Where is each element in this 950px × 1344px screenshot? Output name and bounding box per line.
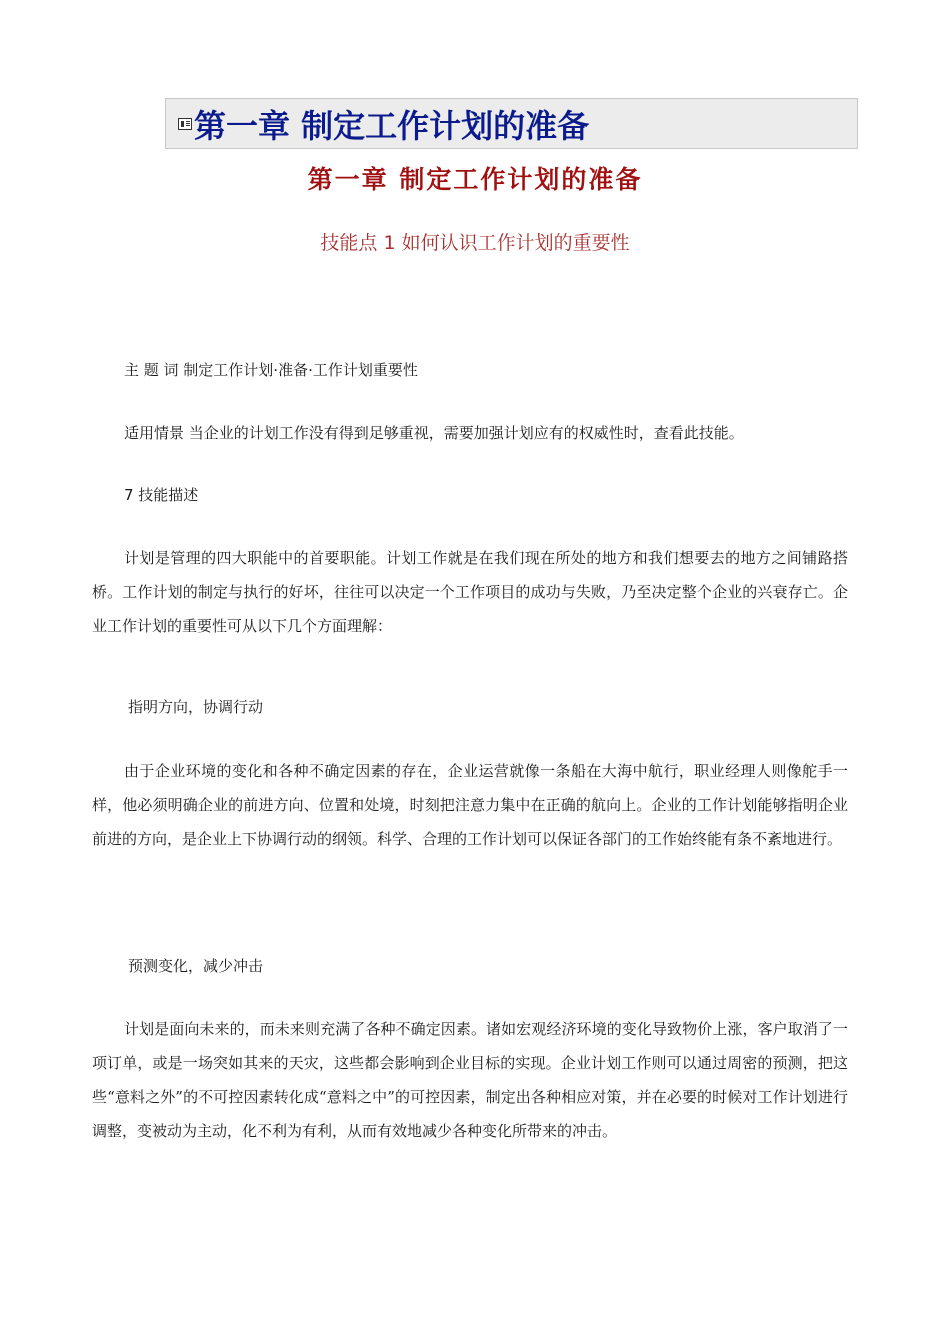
chapter-banner [165,98,858,149]
chapter-title: 第一章 制定工作计划的准备 [194,106,590,145]
scenario-line: 适用情景 当企业的计划工作没有得到足够重视，需要加强计划应有的权威性时，查看此技能。 [124,424,744,442]
section-heading-forecast: 预测变化，减少冲击 [128,957,264,975]
forecast-paragraph: 计划是面向未来的，而未来则充满了各种不确定因素。诸如宏观经济环境的变化导致物价上涨，客户取消了一项订单，或是一场突如其来的天灾，这些都会影响到企业目标的实现。企业计划工作则可以通过周密的预测，把这些“意料之外”的不可控因素转化成“意料之中”的可控因素，制定出各种相应对策，并在必要的时候对工作计划进行调整，变被动为主动，化不利为有利，从而有效地减少各种变化所带来的冲击。 [92,1020,848,1140]
section-heading-direction: 指明方向，协调行动 [128,698,264,716]
skill-title: 技能点 1 如何认识工作计划的重要性 [320,232,630,254]
intro-paragraph: 计划是管理的四大职能中的首要职能。计划工作就是在我们现在所处的地方和我们想要去的地方之间铺路搭桥。工作计划的制定与执行的好坏，往往可以决定一个工作项目的成功与失败，乃至决定整个企业的兴衰存亡。企业工作计划的重要性可从以下几个方面理解： [92,549,848,635]
keywords-line: 主 题 词 制定工作计划·准备·工作计划重要性 [124,361,418,379]
section-label: 7 技能描述 [124,486,199,504]
direction-paragraph: 由于企业环境的变化和各种不确定因素的存在，企业运营就像一条船在大海中航行，职业经理人则像舵手一样，他必须明确企业的前进方向、位置和处境，时刻把注意力集中在正确的航向上。企业的工作计划能够指明企业前进的方向，是企业上下协调行动的纲领。科学、合理的工作计划可以保证各部门的工作始终能有条不紊地进行。 [92,762,848,848]
document-icon [178,118,192,130]
chapter-subtitle: 第一章 制定工作计划的准备 [307,165,643,194]
